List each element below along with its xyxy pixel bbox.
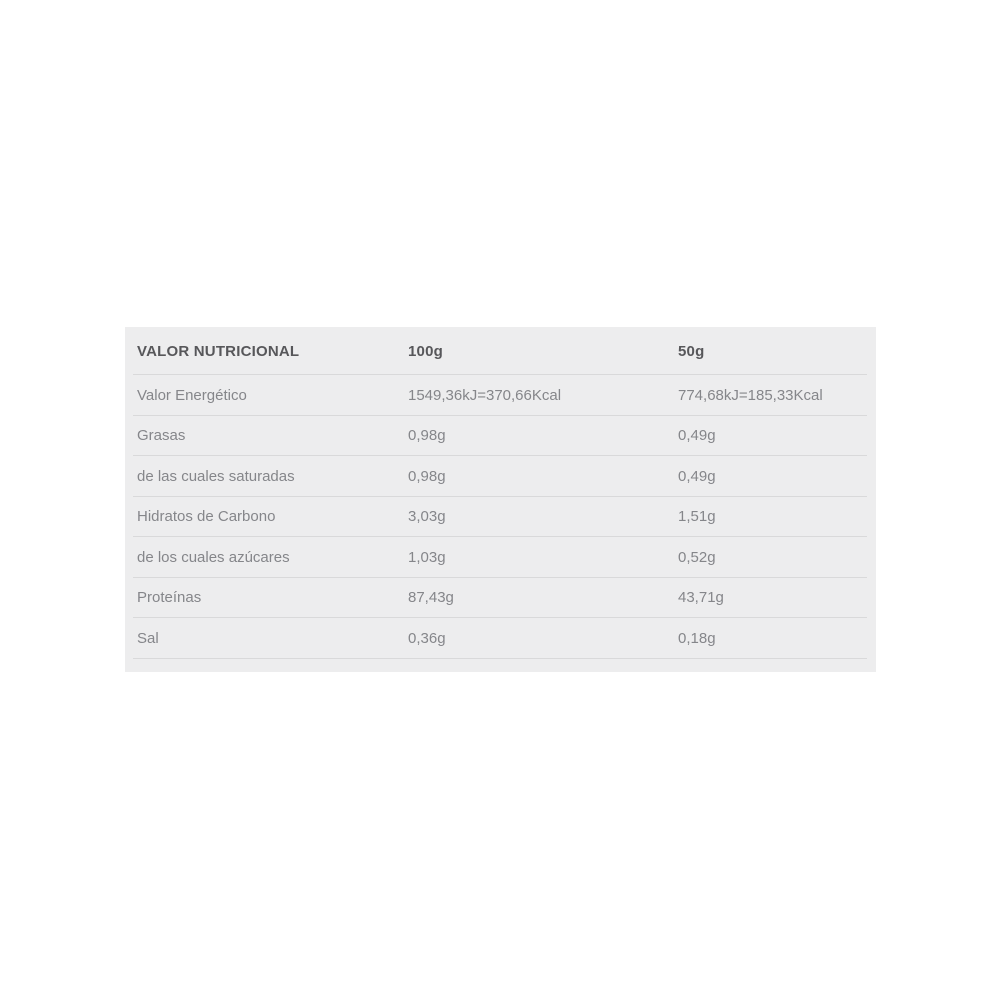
value-per-100g: 0,36g: [408, 629, 446, 647]
value-per-50g: 0,52g: [678, 548, 716, 566]
table-row: [125, 497, 876, 538]
nutrient-label: Grasas: [137, 427, 186, 445]
value-per-50g: 43,71g: [678, 589, 724, 607]
value-per-100g: 87,43g: [408, 589, 454, 607]
value-per-100g: 0,98g: [408, 467, 446, 485]
value-per-100g: 3,03g: [408, 508, 446, 526]
nutrient-label: Proteínas: [137, 589, 202, 607]
value-per-50g: 0,18g: [678, 629, 716, 647]
table-row: [125, 456, 876, 497]
table-header-row: [125, 327, 876, 375]
value-per-50g: 0,49g: [678, 427, 716, 445]
value-per-100g: 1549,36kJ=370,66Kcal: [408, 386, 562, 404]
table-row: [125, 537, 876, 578]
column-header-nutrient: VALOR NUTRICIONAL: [137, 342, 300, 360]
table-row: [125, 375, 876, 416]
value-per-100g: 0,98g: [408, 427, 446, 445]
value-per-50g: 1,51g: [678, 508, 716, 526]
nutrient-label: Hidratos de Carbono: [137, 508, 276, 526]
value-per-50g: 0,49g: [678, 467, 716, 485]
value-per-100g: 1,03g: [408, 548, 446, 566]
table-row: [125, 618, 876, 659]
column-header-per-50g: 50g: [678, 342, 705, 360]
table-body: [125, 375, 876, 659]
nutrient-label: de los cuales azúcares: [137, 548, 290, 566]
table-row: [125, 416, 876, 457]
column-header-per-100g: 100g: [408, 342, 443, 360]
nutrient-label: de las cuales saturadas: [137, 467, 295, 485]
nutrient-label: Sal: [137, 629, 159, 647]
table-row: [125, 578, 876, 619]
value-per-50g: 774,68kJ=185,33Kcal: [678, 386, 823, 404]
nutrient-label: Valor Energético: [137, 386, 247, 404]
nutrition-facts-table: [125, 327, 876, 672]
